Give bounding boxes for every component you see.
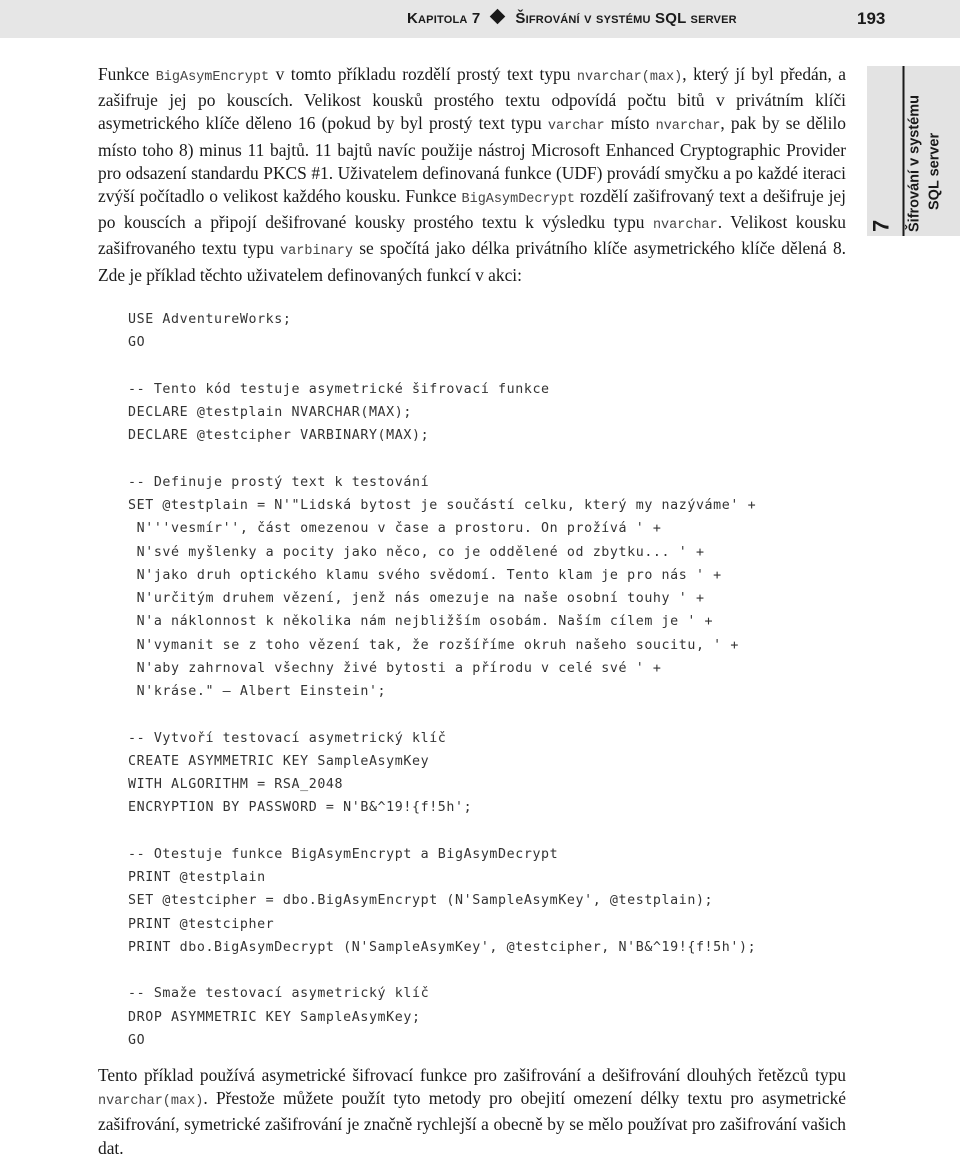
code-line (128, 820, 756, 843)
side-tab-line1: Šifrování v systému (906, 95, 923, 232)
code-line: SET @testplain = N'"Lidská bytost je součástí celku, který my nazýváme' + (128, 498, 757, 513)
header-title (407, 10, 737, 27)
code-line: GO (128, 1032, 146, 1048)
page-number: 193 (857, 9, 886, 28)
side-tab-number: 7 (868, 219, 894, 232)
chapter-side-tab (867, 66, 960, 236)
inline-code: nvarchar (655, 119, 721, 135)
text-run: v tomto příkladu rozdělí prostý text typu (269, 64, 577, 84)
chapter-label: Kapitola 7 (407, 10, 481, 27)
code-line: N'jako druh optického klamu svého svědomí. Tento klam je pro nás ' + (128, 567, 722, 583)
code-line: -- Tento kód testuje asymetrické šifrovací funkce (128, 381, 550, 397)
text-run: , který jí byl předán, a zašifruje jej po kouscích. Velikost kousků prostého textu odpovídá počtu bitů v privátním klíči asymetrického klíče děleno 16 (pokud by byl prostý text typu (98, 64, 846, 134)
code-line: -- Smaže testovací asymetrický klíč (128, 986, 430, 1002)
side-tab-rule (903, 66, 905, 236)
inline-code: nvarchar(max) (576, 70, 683, 85)
code-line: -- Vytvoří testovací asymetrický klíč (128, 730, 447, 746)
closing-paragraph (98, 1064, 846, 1160)
code-line: ENCRYPTION BY PASSWORD = N'B&^19!{f!5h'; (128, 800, 473, 816)
code-line: N'a náklonnost k několika nám nejbližším osobám. Naším cílem je ' + (128, 614, 714, 630)
text-run: Tento příklad používá asymetrické šifrovací funkce pro zašifrování a dešifrování dlouhých řetězců typu (98, 1065, 846, 1085)
code-line: DROP ASYMMETRIC KEY SampleAsymKey; (128, 1009, 421, 1025)
inline-code: varchar (547, 119, 605, 135)
side-tab-line2: SQL server (926, 132, 943, 210)
text-run: , pak by se dělilo místo toho 8) minus 11 bajtů. 11 bajtů navíc použije nástroj Microsoft Enhanced Cryptographic Provider pro odsazení standardu PKCS #1. Uživatelem definovaná funkce (UDF) provádí smyčku a po každé iteraci zvýší počítadlo o velikost každého kousku. Funkce (98, 113, 846, 207)
code-line: -- Definuje prostý text k testování (128, 474, 430, 490)
code-line (128, 448, 756, 471)
code-line (128, 703, 756, 726)
code-line: N'určitým druhem vězení, jenž nás omezuje na naše osobní touhy ' + (128, 591, 705, 606)
code-line: N'své myšlenky a pocity jako něco, co je oddělené od zbytku... ' + (128, 544, 705, 560)
code-line: DECLARE @testcipher VARBINARY(MAX); (128, 428, 430, 444)
inline-code: BigAsymEncrypt (155, 70, 270, 85)
code-line (128, 959, 756, 982)
text-run: rozdělí zašifrovaný text a dešifruje jej po kouscích a připojí dešifrované kousky prostého textu k výsledku typu (98, 186, 846, 233)
code-line: GO (128, 335, 146, 351)
chapter-title: Šifrování v systému SQL server (515, 10, 737, 27)
code-line: N'kráse." – Albert Einstein'; (128, 684, 387, 699)
code-line: SET @testcipher = dbo.BigAsymEncrypt (N'SampleAsymKey', @testplain); (128, 893, 714, 909)
code-line: PRINT dbo.BigAsymDecrypt (N'SampleAsymKey', @testcipher, N'B&^19!{f!5h'); (128, 939, 757, 955)
side-tab-rotated (867, 66, 960, 236)
code-line: DECLARE @testplain NVARCHAR(MAX); (128, 405, 412, 420)
inline-code: nvarchar (652, 218, 718, 234)
running-header (0, 0, 960, 38)
code-line: -- Otestuje funkce BigAsymEncrypt a BigAsymDecrypt (128, 846, 559, 862)
code-line: N'vymanit se z toho vězení tak, že rozšíříme okruh našeho soucitu, ' + (128, 637, 739, 653)
code-line: PRINT @testcipher (128, 916, 275, 932)
code-listing (128, 308, 756, 1052)
inline-code: BigAsymDecrypt (461, 192, 575, 208)
text-run: Funkce (98, 64, 156, 84)
code-line: CREATE ASYMMETRIC KEY SampleAsymKey (128, 753, 430, 769)
code-line: N'''vesmír'', část omezenou v čase a prostoru. On prožívá ' + (128, 521, 662, 537)
text-run: se spočítá jako délka privátního klíče asymetrického klíče dělená 8. Zde je příklad těchto uživatelem definovaných funkcí v akci: (98, 238, 846, 285)
diamond-icon (490, 9, 506, 25)
code-line: N'aby zahrnoval všechny živé bytosti a přírodu v celé své ' + (128, 660, 662, 676)
inline-code: varbinary (280, 244, 353, 260)
text-run: místo (604, 113, 656, 134)
code-line (128, 355, 756, 378)
inline-code: nvarchar(max) (98, 1094, 204, 1110)
code-line: WITH ALGORITHM = RSA_2048 (128, 777, 344, 792)
code-line: PRINT @testplain (128, 870, 266, 885)
text-run: . Přestože můžete použít tyto metody pro obejití omezení délky textu pro asymetrické zašifrování, symetrické zašifrování je značně rychlejší a obecně by se mělo používat pro zašifrování vašich dat. (98, 1088, 846, 1158)
code-line: USE AdventureWorks; (128, 312, 292, 327)
text-run: . Velikost kousku zašifrovaného textu typu (98, 212, 846, 259)
intro-paragraph (98, 63, 846, 287)
